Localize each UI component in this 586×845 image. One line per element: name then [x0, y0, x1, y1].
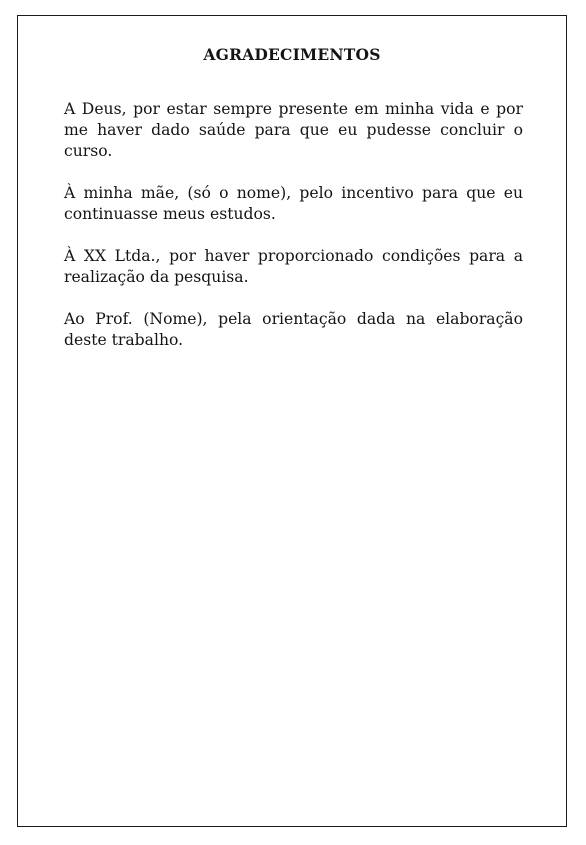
page-title: AGRADECIMENTOS [203, 45, 381, 64]
acknowledgement-paragraph: Ao Prof. (Nome), pela orientação dada na elaboração deste trabalho. [64, 310, 523, 349]
acknowledgements-body [64, 99, 523, 372]
document-page [17, 15, 567, 827]
acknowledgement-paragraph: A Deus, por estar sempre presente em minha vida e por me haver dado saúde para que eu pudesse concluir o curso. [64, 100, 523, 160]
acknowledgement-paragraph: À minha mãe, (só o nome), pelo incentivo para que eu continuasse meus estudos. [64, 184, 523, 223]
acknowledgement-paragraph: À XX Ltda., por haver proporcionado condições para a realização da pesquisa. [64, 247, 523, 286]
